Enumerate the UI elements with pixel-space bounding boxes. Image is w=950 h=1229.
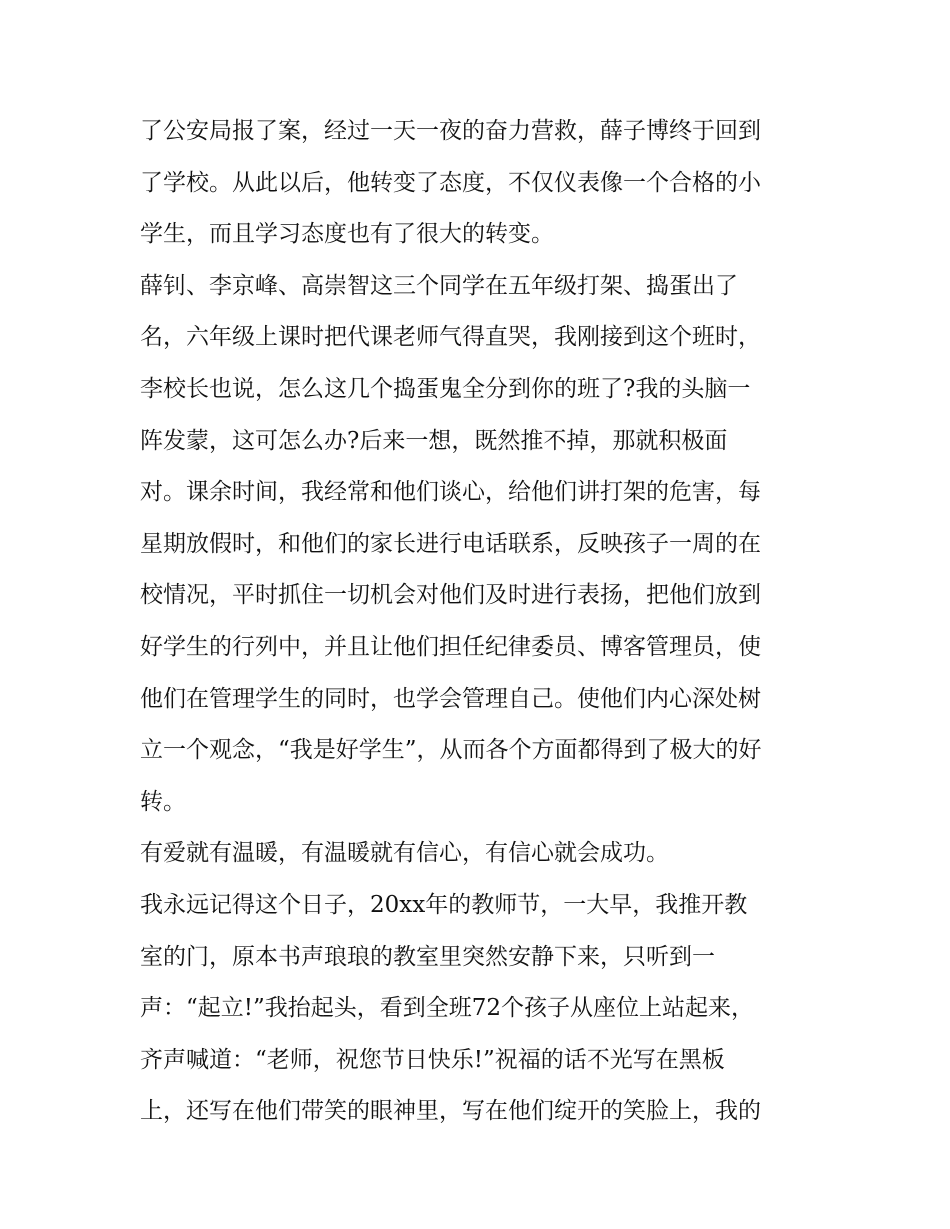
text-line: 我永远记得这个日子，20xx年的教师节，一大早，我推开教 (140, 891, 748, 918)
text-line: 立一个观念，“我是好学生”，从而各个方面都得到了极大的好 (140, 737, 762, 764)
text-line: 名，六年级上课时把代课老师气得直哭，我刚接到这个班时， (140, 324, 761, 351)
text-line: 星期放假时，和他们的家长进行电话联系，反映孩子一周的在 (140, 530, 761, 557)
text-line: 了学校。从此以后，他转变了态度，不仅仪表像一个合格的小 (140, 169, 761, 196)
text-line: 阵发蒙，这可怎么办?后来一想，既然推不掉，那就积极面 (140, 427, 728, 454)
text-line: 声：“起立!”我抬起头，看到全班72个孩子从座位上站起来， (140, 995, 755, 1022)
text-line: 薛钊、李京峰、高崇智这三个同学在五年级打架、捣蛋出了 (140, 272, 738, 299)
text-line: 有爱就有温暖，有温暖就有信心，有信心就会成功。 (140, 840, 669, 867)
text-line: 齐声喊道：“老师，祝您节日快乐!”祝福的话不光写在黑板 (140, 1046, 725, 1073)
text-line: 校情况，平时抓住一切机会对他们及时进行表扬，把他们放到 (140, 582, 761, 609)
text-line: 了公安局报了案，经过一天一夜的奋力营救，薛子博终于回到 (140, 118, 761, 144)
text-line: 他们在管理学生的同时，也学会管理自己。使他们内心深处树 (140, 685, 761, 712)
text-line: 李校长也说，怎么这几个捣蛋鬼全分到你的班了?我的头脑一 (140, 375, 751, 402)
text-line: 学生，而且学习态度也有了很大的转变。 (140, 221, 554, 248)
body-text (140, 106, 830, 1138)
text-line: 室的门，原本书声琅琅的教室里突然安静下来，只听到一 (140, 943, 715, 970)
text-line: 好学生的行列中，并且让他们担任纪律委员、博客管理员，使 (140, 633, 761, 660)
text-line: 转。 (140, 788, 186, 815)
text-line: 上，还写在他们带笑的眼神里，写在他们绽开的笑脸上，我的 (140, 1098, 761, 1125)
text-line: 对。课余时间，我经常和他们谈心，给他们讲打架的危害，每 (140, 479, 761, 506)
